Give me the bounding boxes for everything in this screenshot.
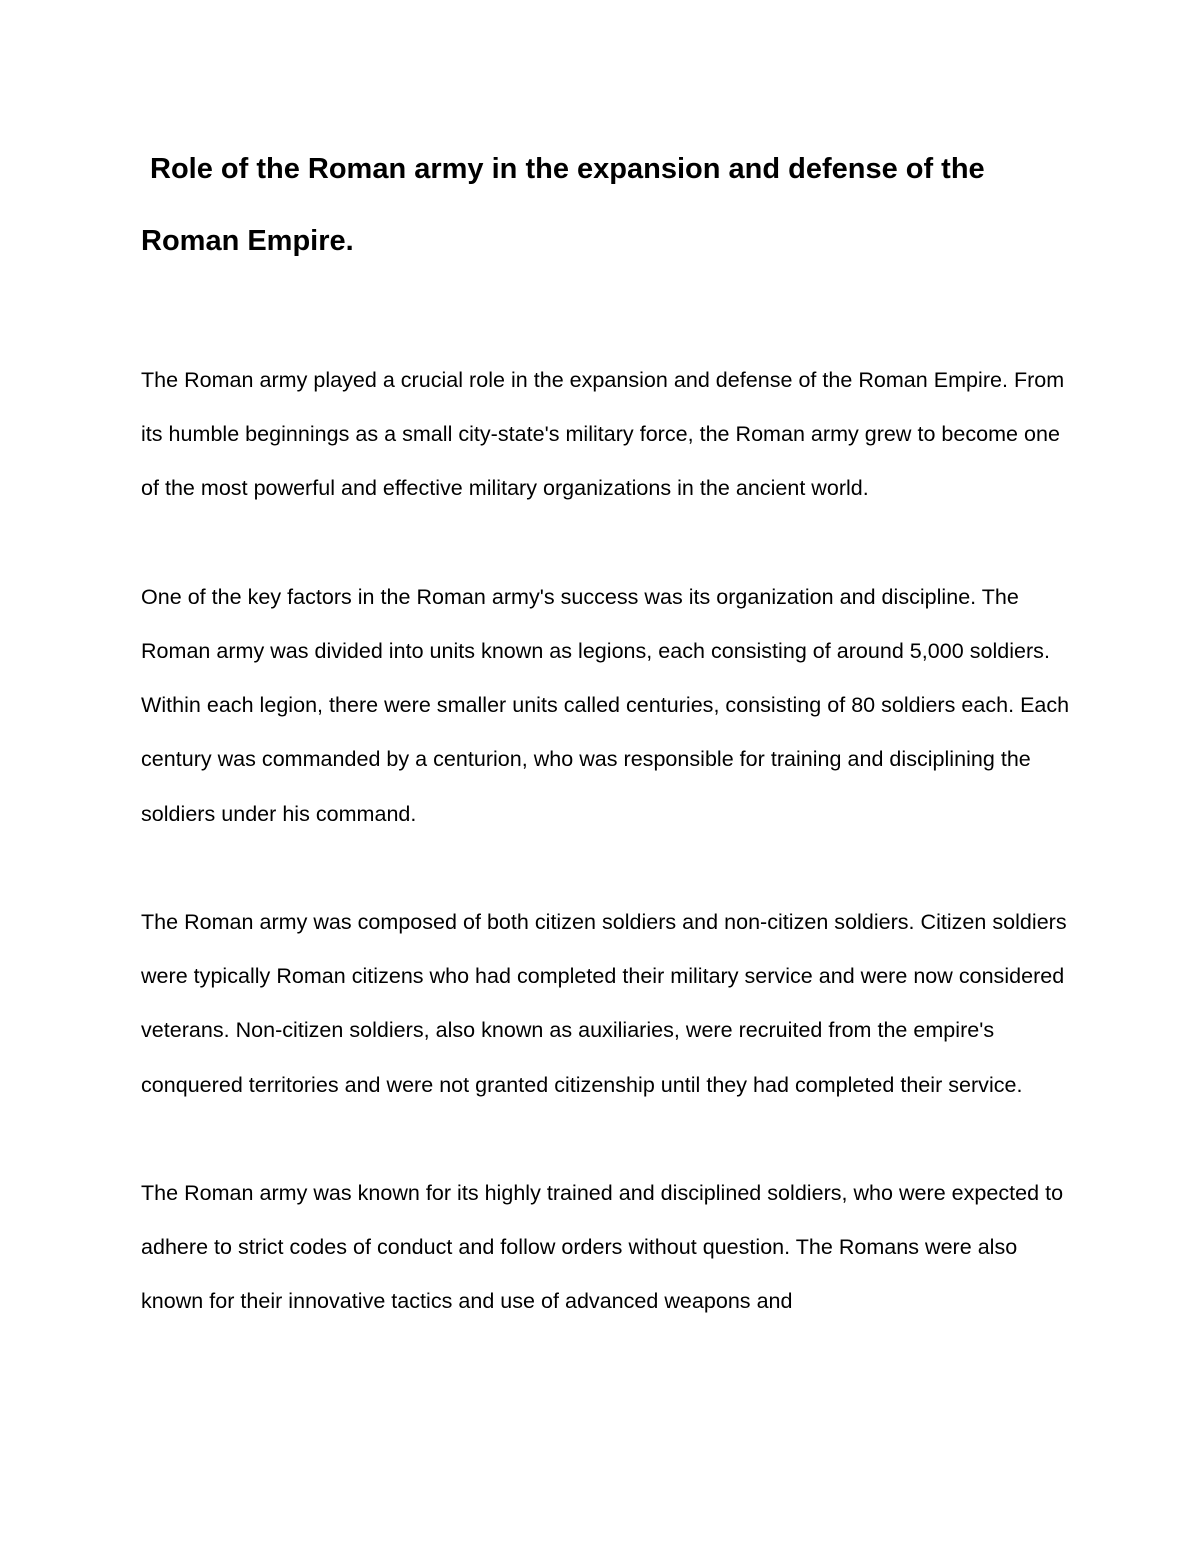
document-body bbox=[141, 133, 1071, 1329]
paragraph-4: The Roman army was known for its highly trained and disciplined soldiers, who were expected to adhere to strict codes of conduct and follow orders without question. The Romans were also known for their innovative tactics and use of advanced weapons and bbox=[141, 1181, 1064, 1314]
paragraph-3: The Roman army was composed of both citizen soldiers and non-citizen soldiers. Citizen soldiers were typically Roman citizens who had completed their military service and were now considered veterans. Non-citizen soldiers, also known as auxiliaries, were recruited from the empire's conquered territories and were not granted citizenship until they had completed their service. bbox=[141, 910, 1067, 1097]
paragraph-1: The Roman army played a crucial role in the expansion and defense of the Roman Empire. From its humble beginnings as a small city-state's military force, the Roman army grew to become one of the most powerful and effective military organizations in the ancient world. bbox=[141, 368, 1065, 501]
document-title: Role of the Roman army in the expansion and defense of the Roman Empire. bbox=[141, 153, 985, 257]
paragraph-2: One of the key factors in the Roman army's success was its organization and discipline. The Roman army was divided into units known as legions, each consisting of around 5,000 soldiers. Within each legion, there were smaller units called centuries, consisting of 80 soldiers each. Each century was commanded by a centurion, who was responsible for training and disciplining the soldiers under his command. bbox=[141, 584, 1070, 826]
